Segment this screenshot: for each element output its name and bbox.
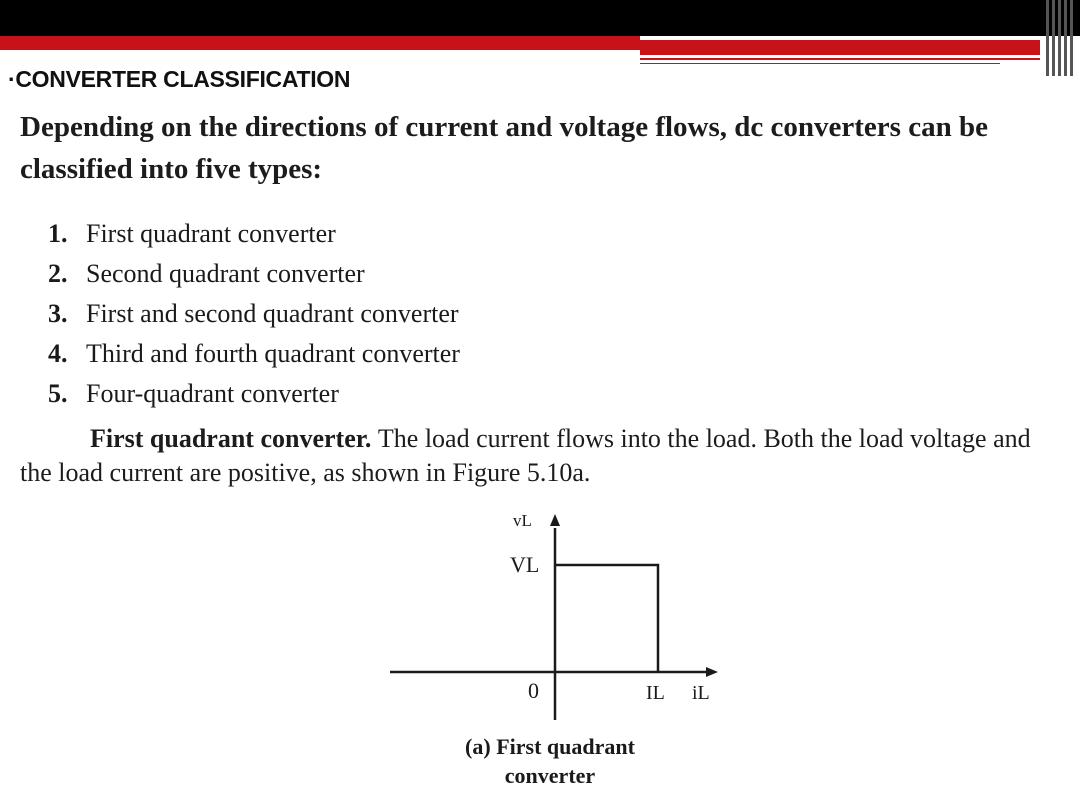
y-level-label: VL: [510, 552, 540, 577]
figure-caption-line2: converter: [504, 763, 596, 788]
list-item: 5. Four-quadrant converter: [48, 379, 339, 408]
slide-accent-line: [640, 58, 1040, 60]
slide-accent-line-thin: [640, 63, 1000, 64]
x-axis-arrow: [706, 667, 718, 677]
description-paragraph: [20, 422, 1060, 490]
slide-accent-bar-right: [640, 40, 1040, 55]
list-item: 2. Second quadrant converter: [48, 259, 365, 288]
figure-svg: [380, 500, 740, 800]
quadrant-figure: [380, 500, 740, 800]
intro-text: Depending on the directions of current and voltage flows, dc converters can be classified into five types:: [20, 111, 988, 185]
paragraph-body: The load current flows into the load. Both the load voltage and the load current are positive, as shown in Figure 5.10a.: [20, 424, 1031, 487]
slide-accent-bar-left: [0, 36, 640, 50]
x-axis-label: iL: [692, 682, 710, 704]
x-level-label: IL: [646, 682, 665, 704]
slide-title: ·CONVERTER CLASSIFICATION: [8, 66, 351, 92]
slide-top-bar: [0, 0, 1080, 36]
y-axis-arrow: [550, 514, 560, 526]
paragraph-lead: First quadrant converter.: [90, 424, 372, 453]
figure-caption-line1: (a) First quadrant: [465, 734, 635, 759]
list-item: 4. Third and fourth quadrant converter: [48, 339, 460, 368]
y-axis-label: vL: [513, 511, 532, 530]
list-item: 3. First and second quadrant converter: [48, 299, 459, 328]
slide-corner-decoration: [1042, 0, 1080, 80]
converter-type-list: [48, 214, 460, 414]
list-item: 1. First quadrant converter: [48, 219, 336, 248]
origin-label: 0: [528, 678, 539, 703]
operating-region: [555, 565, 658, 672]
